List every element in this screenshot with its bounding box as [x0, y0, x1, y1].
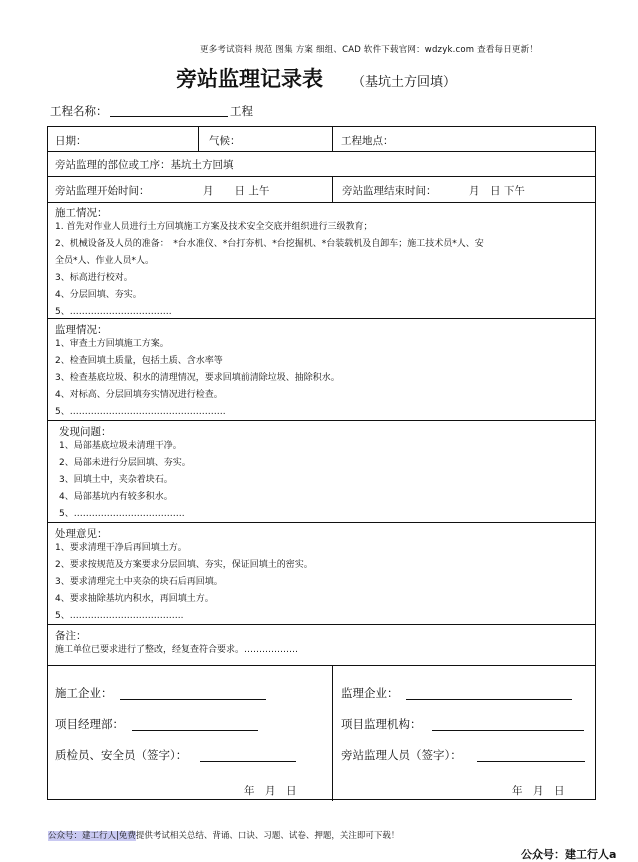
supervisor-sign-line[interactable] [477, 761, 585, 762]
problems-line: 1、局部基底垃圾未清理干净。 [59, 441, 182, 451]
handling-line: 3、要求清理完土中夹杂的块石后再回填。 [55, 577, 223, 587]
brand-watermark: 公众号：建工行人a [521, 848, 617, 861]
remarks-line: 施工单位已要求进行了整改，经复查符合要求。……………… [55, 645, 299, 655]
row-divider [48, 176, 595, 177]
construction-company-label: 施工企业： [55, 686, 113, 700]
project-manager-label: 项目经理部： [55, 717, 124, 731]
supervision-line: 4、对标高、分层回填夯实情况进行检查。 [55, 390, 223, 400]
end-time-label: 旁站监理结束时间： [342, 185, 437, 197]
left-date: 年 月 日 [244, 785, 297, 797]
construction-line: 4、分层回填、夯实。 [55, 290, 142, 300]
construction-line: 3、标高进行校对。 [55, 273, 133, 283]
project-manager-line[interactable] [132, 730, 258, 731]
remarks-title: 备注： [55, 630, 87, 642]
footer-note [48, 829, 399, 841]
construction-line: 全员*人、作业人员*人。 [55, 256, 155, 266]
inspector-sign-line[interactable] [200, 761, 296, 762]
handling-line: 2、要求按规范及方案要求分层回填、夯实，保证回填土的密实。 [55, 560, 313, 570]
handling-line: 4、要求抽除基坑内积水，再回填土方。 [55, 594, 214, 604]
construction-line: 2、机械设备及人员的准备： *台水准仪、*台打夯机、*台挖掘机、*台装载机及自卸车；施工技术员*人、安 [55, 239, 484, 249]
start-time-value: 月 日 上午 [203, 185, 270, 197]
row-divider [48, 151, 595, 152]
end-time-value: 月 日 下午 [469, 185, 525, 197]
row-divider [48, 202, 595, 203]
col-divider [198, 127, 199, 151]
top-note: 更多考试资料 规范 图集 方案 细组、CAD 软件下载官网：wdzyk.com 查看每日更新！ [200, 45, 539, 55]
supervision-company-label: 监理企业： [341, 686, 399, 700]
problems-line: 4、局部基坑内有较多积水。 [59, 492, 173, 502]
supervision-line: 5、……………………………………………. [55, 407, 226, 417]
supervision-company-line[interactable] [406, 699, 572, 700]
supervision-title: 监理情况： [55, 324, 108, 336]
footer-highlight: 公众号：建工行人|免费 [48, 831, 136, 841]
page-subtitle: （基坑土方回填） [352, 75, 457, 90]
project-name-label: 工程名称： [50, 104, 108, 118]
page-title: 旁站监理记录表 [176, 66, 323, 91]
handling-title: 处理意见： [55, 528, 108, 540]
supervision-line: 1、审查土方回填施工方案。 [55, 339, 169, 349]
date-label: 日期： [55, 135, 87, 147]
location-label: 工程地点： [341, 135, 394, 147]
supervision-org-line[interactable] [432, 730, 584, 731]
problems-line: 2、局部未进行分层回填、夯实。 [59, 458, 191, 468]
problems-line: 3、回填土中，夹杂着块石。 [59, 475, 173, 485]
col-divider [332, 176, 333, 202]
footer-text: 提供考试相关总结、背诵、口诀、习题、试卷、押题，关注即可下载！ [135, 831, 400, 841]
construction-company-line[interactable] [120, 699, 266, 700]
part-label: 旁站监理的部位或工序：基坑土方回填 [55, 159, 234, 171]
construction-title: 施工情况： [55, 207, 108, 219]
supervision-org-label: 项目监理机构： [341, 717, 422, 731]
start-time-label: 旁站监理开始时间： [55, 185, 150, 197]
supervisor-sign-label: 旁站监理人员（签字）： [341, 748, 462, 762]
construction-line: 1. 首先对作业人员进行土方回填施工方案及技术安全交底并组织进行三级教育； [55, 222, 373, 232]
inspector-sign-label: 质检员、安全员（签字）： [55, 748, 188, 762]
supervision-line: 3、检查基底垃圾、积水的清理情况，要求回填前清除垃圾、抽除积水。 [55, 373, 340, 383]
problems-line: 5、………………………………. [59, 509, 185, 519]
col-divider [332, 665, 333, 801]
right-date: 年 月 日 [512, 785, 565, 797]
record-table [47, 126, 596, 800]
construction-line: 5、……………………………. [55, 307, 172, 317]
project-name-value: 工程 [230, 104, 253, 118]
problems-title: 发现问题： [59, 426, 112, 438]
weather-label: 气候： [209, 135, 241, 147]
handling-line: 1、要求清理干净后再回填土方。 [55, 543, 187, 553]
supervision-line: 2、检查回填土质量，包括土质、含水率等 [55, 356, 223, 366]
project-name-underline [110, 116, 228, 117]
row-divider [48, 665, 595, 666]
handling-line: 5、……………………………….. [55, 611, 184, 621]
col-divider [332, 127, 333, 151]
